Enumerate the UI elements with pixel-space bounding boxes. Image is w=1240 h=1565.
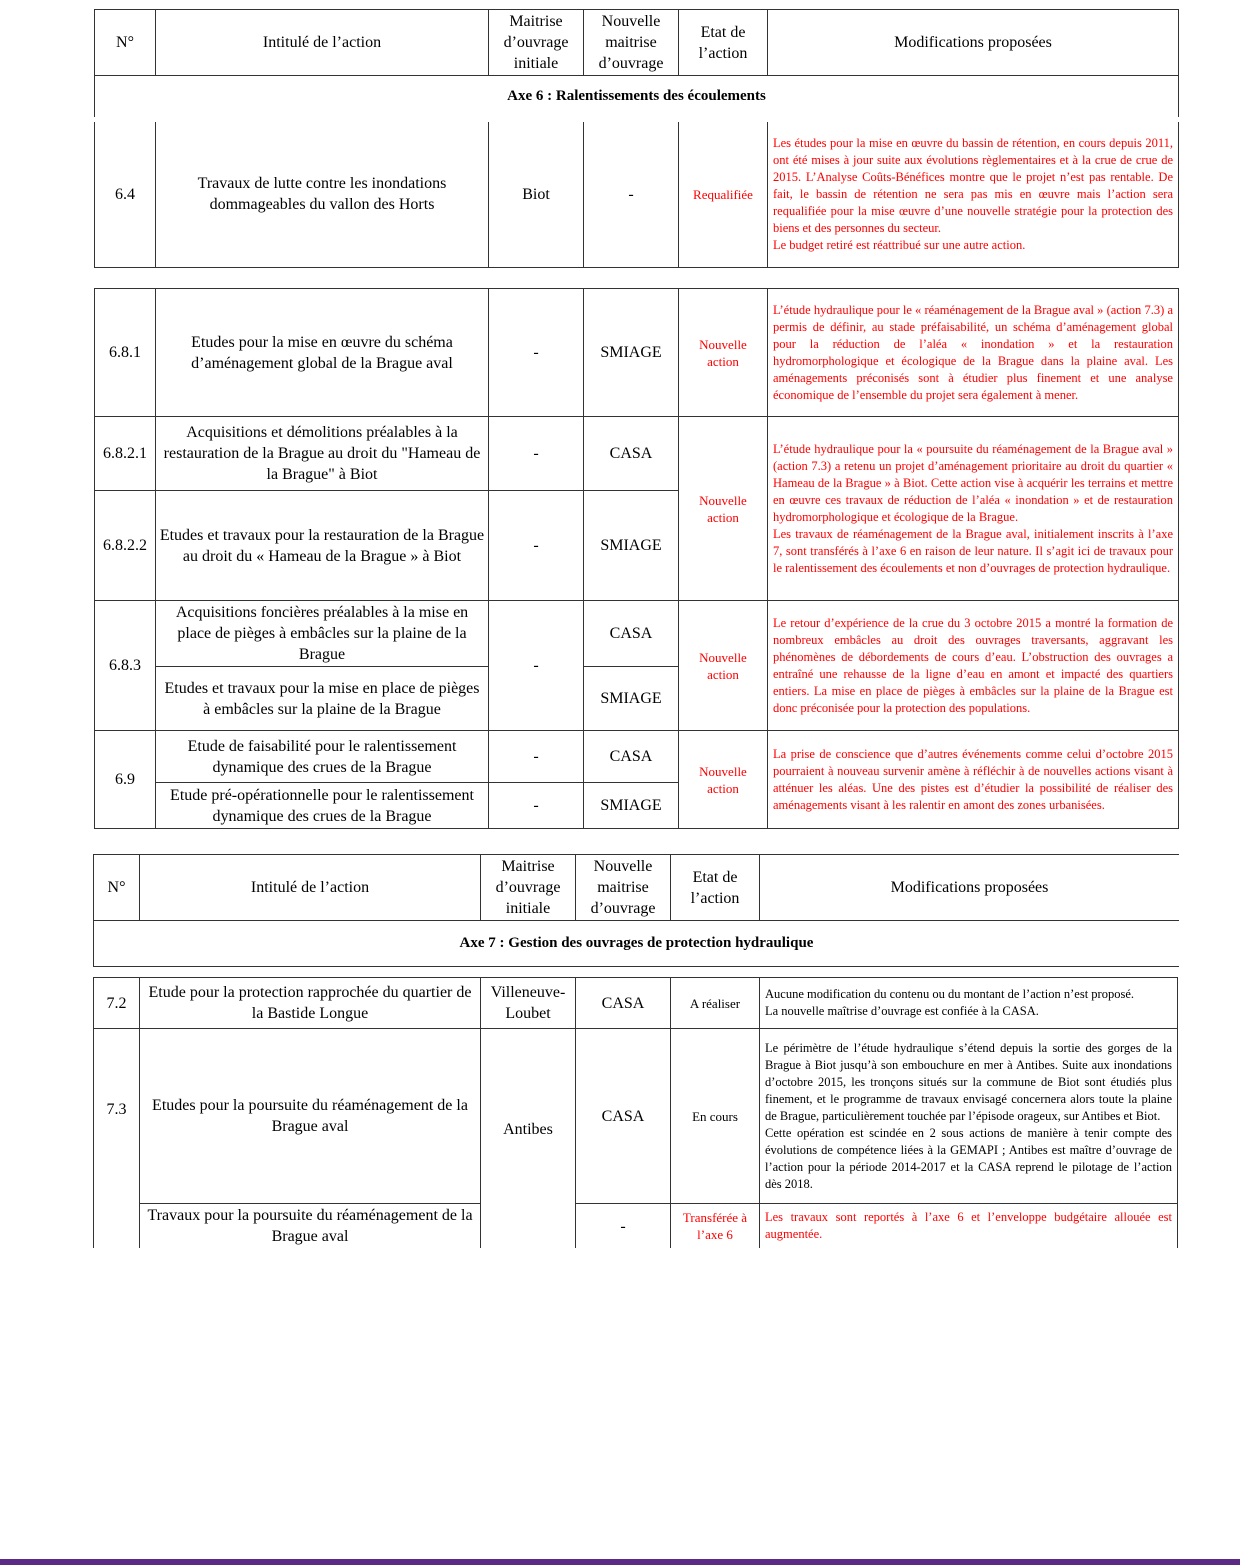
row-6-8-2-2-mo: - [489,491,584,601]
row-6-9-etat: Nouvelle action [679,731,768,829]
row-6-4-mo: Biot [489,122,584,267]
row-6-8-2-modif-p1: L’étude hydraulique pour la « poursuite du réaménagement de la Brague aval » (action 7.3) a retenu un projet d’aménagement prioritaire au droit du quartier « Hameau de la Brague » à Biot. Cette action vise à acquérir les terrains et mettre en œuvre ces travaux de réduction de l’aléa « inondation » et de restauration hydromorphologique et écologique de la Brague. [773,441,1173,524]
row-6-8-3-intitule-a: Acquisitions foncières préalables à la mise en place de pièges à embâcles sur la plaine de la Brague [156,601,489,667]
header-mo-initiale: Maitrise d’ouvrage initiale [489,10,584,76]
axe7-header-fragment [93,854,1179,967]
header-nouvelle-mo-7: Nouvelle maitrise d’ouvrage [576,855,671,921]
row-6-9-nmo-b: SMIAGE [584,783,679,829]
row-7-3-modif-b: Les travaux sont reportés à l’axe 6 et l’enveloppe budgétaire allouée est augmentée. [760,1204,1178,1249]
row-6-9-nmo-a: CASA [584,731,679,783]
row-6-9-modif: La prise de conscience que d’autres événements comme celui d’octobre 2015 pourraient à nouveau survenir amène à réfléchir à de nouvelles actions visant à atténuer les aléas. Une des pistes est d’étudier la possibilité de réaliser des aménagements visant à les ralentir en amont des zones urbanisées. [768,731,1179,829]
row-7-3-nmo-a: CASA [576,1029,671,1204]
header-modifs-7: Modifications proposées [760,855,1180,921]
header-etat-7: Etat de l’action [671,855,760,921]
row-6-8-1-modif: L’étude hydraulique pour le « réaménagement de la Brague aval » (action 7.3) a permis de définir, au stade préfaisabilité, un schéma d’aménagement global pour la réduction de l’aléa « inondation » et la restauration hydromorphologique et écologique de la Brague dans la plaine aval. Les aménagements préconisés sont à étudier plus finement et une analyse économique de l’ensemble du projet sera également à mener. [768,289,1179,417]
row-6-8-3-intitule-b: Etudes et travaux pour la mise en place de pièges à embâcles sur la plaine de la Brague [156,667,489,731]
row-6-8-1-intitule: Etudes pour la mise en œuvre du schéma d’aménagement global de la Brague aval [156,289,489,417]
row-6-8-1-etat: Nouvelle action [679,289,768,417]
row-6-8-3-nmo-b: SMIAGE [584,667,679,731]
header-intitule: Intitulé de l’action [156,10,489,76]
row-7-2-intitule: Etude pour la protection rapprochée du quartier de la Bastide Longue [140,978,481,1029]
axe7-main-fragment [93,977,1178,1248]
row-7-2-modif-p2: La nouvelle maîtrise d’ouvrage est confiée à la CASA. [765,1004,1039,1018]
row-7-3-modif-a [760,1029,1178,1204]
header-intitule-7: Intitulé de l’action [140,855,481,921]
row-6-9-mo-a: - [489,731,584,783]
row-7-2-modif [760,978,1178,1029]
row-7-3-etat-a: En cours [671,1029,760,1204]
row-6-8-3-num: 6.8.3 [95,601,156,731]
row-7-3-modif-a-p1: Le périmètre de l’étude hydraulique s’étend depuis la sortie des gorges de la Brague à Biot jusqu’à son embouchure en mer à Antibes. Suite aux inondations d’octobre 2015, les tronçons situés sur la commune de Biot sont étudiés plus finement, et le programme de travaux envisagé concernera alors toute la plaine de Brague, particulièrement touchée par l’épisode orageux, sur Antibes et Biot. [765,1040,1172,1123]
row-6-4-modif [768,122,1179,267]
header-num-7: N° [94,855,140,921]
row-6-8-2-modif [768,417,1179,601]
row-7-3-modif-a-p2: Cette opération est scindée en 2 sous actions de manière à tenir compte des évolutions de compétence liées à la GEMAPI ; Antibes est maître d’ouvrage de l’action pour la période 2014-2017 et la CASA reprend le pilotage de l’action dès 2018. [765,1125,1172,1191]
axe6-title: Axe 6 : Ralentissements des écoulements [95,76,1179,117]
row-6-4-etat: Requalifiée [679,122,768,267]
row-6-8-3-etat: Nouvelle action [679,601,768,731]
axe6-main-fragment [94,288,1179,829]
row-6-8-1-nmo: SMIAGE [584,289,679,417]
row-6-4-fragment [94,122,1179,268]
row-6-8-2-2-nmo: SMIAGE [584,491,679,601]
row-7-3-intitule-b: Travaux pour la poursuite du réaménagement de la Brague aval [140,1204,481,1249]
row-6-8-3-mo: - [489,601,584,731]
row-7-3-mo: Antibes [481,1029,576,1249]
row-7-3-etat-b: Transférée à l’axe 6 [671,1204,760,1249]
row-6-8-2-2-num: 6.8.2.2 [95,491,156,601]
row-6-9-intitule-b: Etude pré-opérationnelle pour le ralentissement dynamique des crues de la Brague [156,783,489,829]
header-modifs: Modifications proposées [768,10,1179,76]
row-6-8-2-modif-p2: Les travaux de réaménagement de la Brague aval, initialement inscrits à l’axe 7, sont transférés à l’axe 6 en raison de leur nature. Il s’agit ici de travaux pour le ralentissement des écoulements et non d’ouvrages de protection hydraulique. [773,526,1173,575]
row-6-4-modif-p1: Les études pour la mise en œuvre du bassin de rétention, en cours depuis 2011, ont été mises à jour suite aux évolutions règlementaires et à la crue de crue de 2015. L’Analyse Coûts-Bénéfices montre que le projet n’est pas rentable. De fait, le bassin de rétention ne sera pas mis en œuvre mais l’action sera requalifiée pour la mise œuvre d’une nouvelle stratégie pour la protection des biens et des personnes du secteur. [773,135,1173,235]
row-6-4-intitule: Travaux de lutte contre les inondations dommageables du vallon des Horts [156,122,489,267]
header-etat: Etat de l’action [679,10,768,76]
row-6-4-modif-p2: Le budget retiré est réattribué sur une autre action. [773,237,1026,252]
row-6-8-1-num: 6.8.1 [95,289,156,417]
header-mo-initiale-7: Maitrise d’ouvrage initiale [481,855,576,921]
row-6-8-3-modif: Le retour d’expérience de la crue du 3 octobre 2015 a montré la formation de nombreux embâcles au droit des ouvrages traversants, aggravant les phénomènes de débordements de cours d’eau. L’obstruction des ouvrages a entraîné une rehausse de la ligne d’eau en amont et impacté des quartiers entiers. La mise en place de pièges à embâcles sur la plaine de la Brague est donc préconisée pour la protection des populations. [768,601,1179,731]
row-6-8-1-mo: - [489,289,584,417]
row-7-2-num: 7.2 [94,978,140,1029]
row-7-2-modif-p1: Aucune modification du contenu ou du montant de l’action n’est proposé. [765,987,1135,1001]
row-6-8-2-1-intitule: Acquisitions et démolitions préalables à la restauration de la Brague au droit du "Hameau de la Brague" à Biot [156,417,489,491]
row-7-2-nmo: CASA [576,978,671,1029]
row-6-9-num: 6.9 [95,731,156,829]
row-6-4-num: 6.4 [95,122,156,267]
row-6-8-2-1-num: 6.8.2.1 [95,417,156,491]
bottom-bar [0,1559,1240,1565]
row-6-8-2-2-intitule: Etudes et travaux pour la restauration de la Brague au droit du « Hameau de la Brague » à Biot [156,491,489,601]
row-7-3-nmo-b: - [576,1204,671,1249]
row-6-4-nmo: - [584,122,679,267]
row-7-3-intitule-a: Etudes pour la poursuite du réaménagement de la Brague aval [140,1029,481,1204]
row-6-9-mo-b: - [489,783,584,829]
axe6-header-fragment [94,9,1179,117]
row-6-9-intitule-a: Etude de faisabilité pour le ralentissement dynamique des crues de la Brague [156,731,489,783]
row-7-3-num: 7.3 [94,1029,140,1249]
row-7-2-etat: A réaliser [671,978,760,1029]
row-7-2-mo: Villeneuve-Loubet [481,978,576,1029]
row-6-8-2-etat: Nouvelle action [679,417,768,601]
axe7-title: Axe 7 : Gestion des ouvrages de protection hydraulique [94,921,1180,967]
row-6-8-2-1-mo: - [489,417,584,491]
row-6-8-3-nmo-a: CASA [584,601,679,667]
header-num: N° [95,10,156,76]
header-nouvelle-mo: Nouvelle maitrise d’ouvrage [584,10,679,76]
row-6-8-2-1-nmo: CASA [584,417,679,491]
